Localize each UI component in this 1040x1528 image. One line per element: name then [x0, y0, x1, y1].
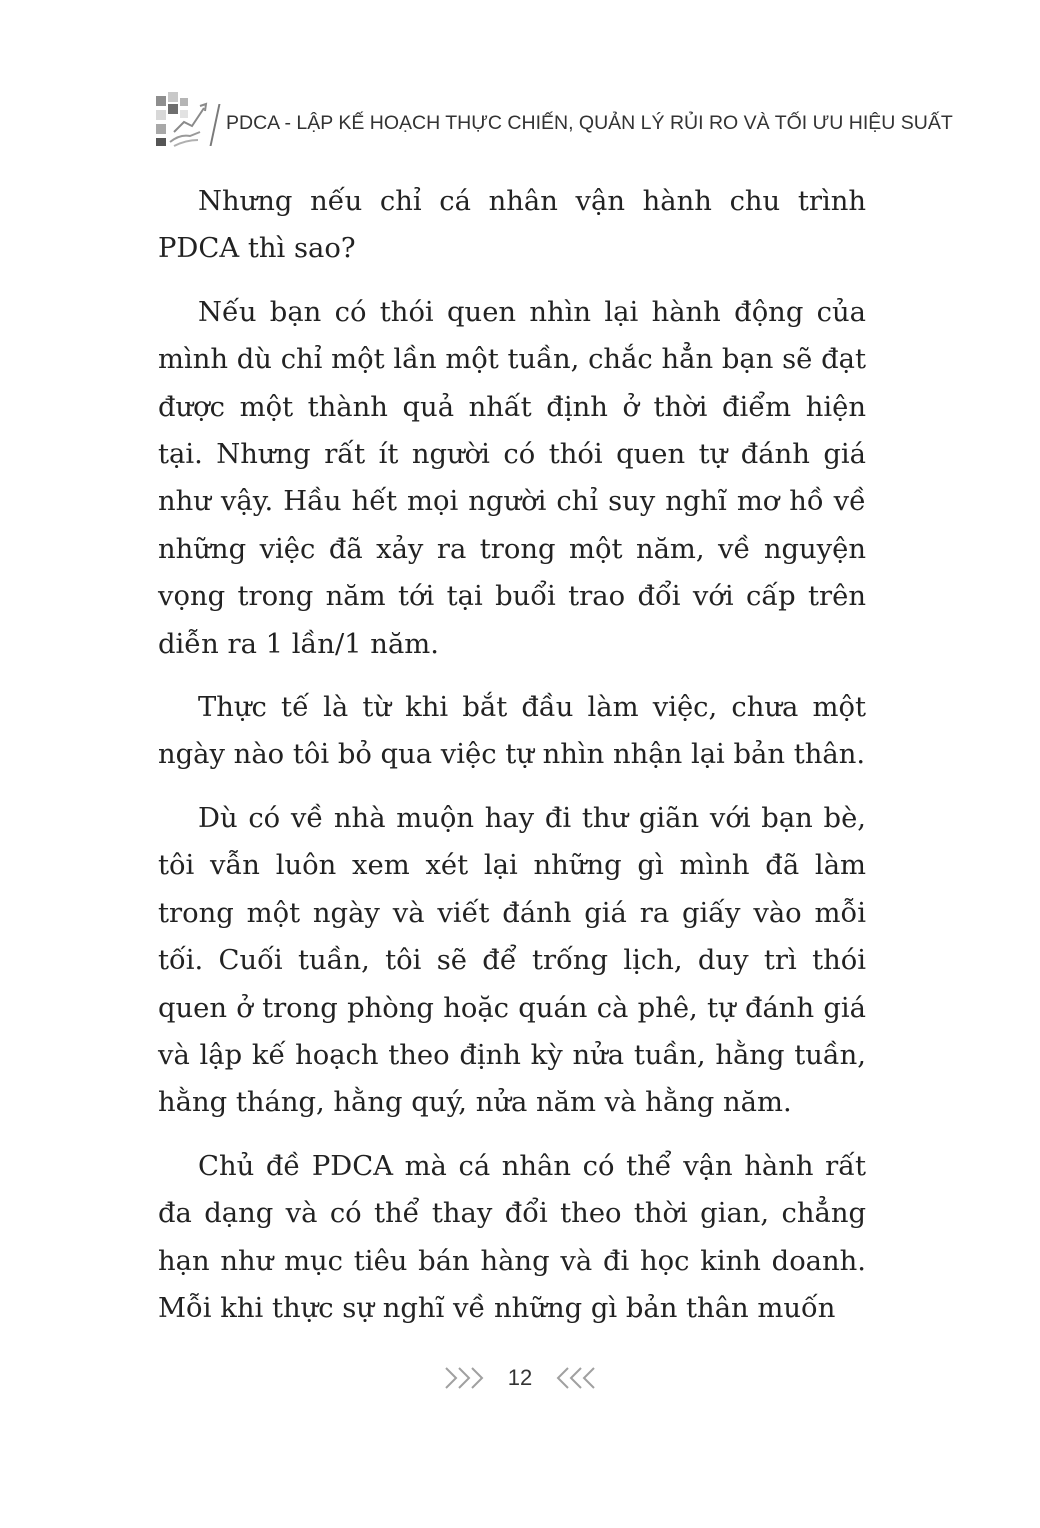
paragraph: Chủ đề PDCA mà cá nhân có thể vận hành rất đa dạng và có thể thay đổi theo thời gian, chẳng hạn như mục tiêu bán hàng và đi học kinh doanh. Mỗi khi thực sự nghĩ về những gì bản thân muốn	[158, 1150, 866, 1324]
running-header	[154, 92, 953, 154]
running-header-title: PDCA - LẬP KẾ HOẠCH THỰC CHIẾN, QUẢN LÝ RỦI RO VÀ TỐI ƯU HIỆU SUẤT	[226, 112, 953, 134]
paragraph: Nếu bạn có thói quen nhìn lại hành động của mình dù chỉ một lần một tuần, chắc hẳn bạn sẽ đạt được một thành quả nhất định ở thời điểm hiện tại. Nhưng rất ít người có thói quen tự đánh giá như vậy. Hầu hết mọi người chỉ suy nghĩ mơ hồ về những việc đã xảy ra trong một năm, về nguyện vọng trong năm tới tại buổi trao đổi với cấp trên diễn ra 1 lần/1 năm.	[158, 296, 866, 660]
pdca-chart-hand-icon	[154, 92, 210, 148]
paragraph: Thực tế là từ khi bắt đầu làm việc, chưa một ngày nào tôi bỏ qua việc tự nhìn nhận lại bản thân.	[158, 692, 866, 771]
triple-chevron-right-icon	[444, 1366, 486, 1390]
page-footer	[0, 1358, 1040, 1398]
page-body	[158, 178, 866, 1348]
triple-chevron-left-icon	[554, 1366, 596, 1390]
header-divider	[210, 104, 221, 146]
paragraph: Nhưng nếu chỉ cá nhân vận hành chu trình PDCA thì sao?	[158, 186, 866, 265]
page-number: 12	[507, 1365, 533, 1390]
paragraph: Dù có về nhà muộn hay đi thư giãn với bạn bè, tôi vẫn luôn xem xét lại những gì mình đã làm trong một ngày và viết đánh giá ra giấy vào mỗi tối. Cuối tuần, tôi sẽ để trống lịch, duy trì thói quen ở trong phòng hoặc quán cà phê, tự đánh giá và lập kế hoạch theo định kỳ nửa tuần, hằng tuần, hằng tháng, hằng quý, nửa năm và hằng năm.	[158, 802, 866, 1119]
